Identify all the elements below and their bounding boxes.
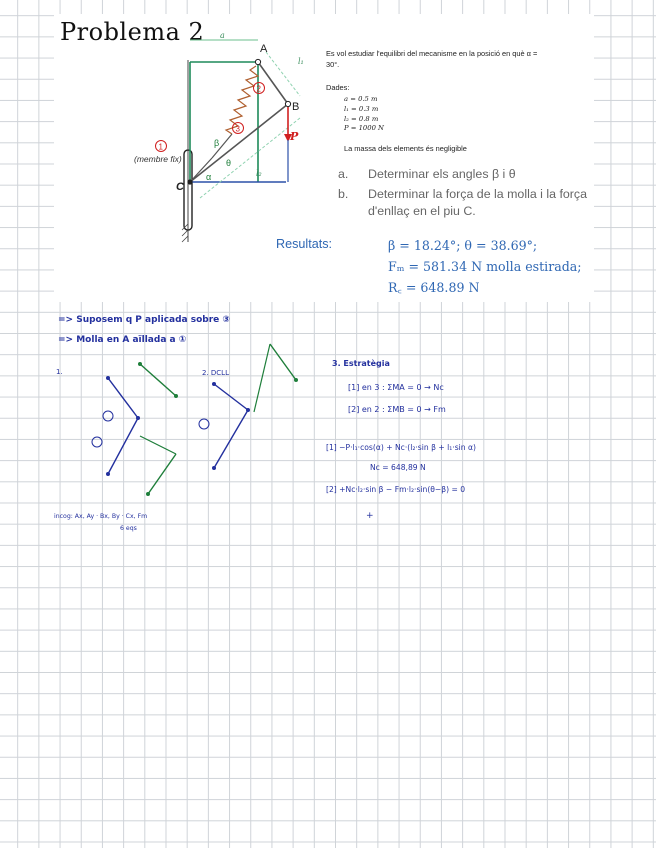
mass-note: La massa dels elements és negligible bbox=[344, 144, 467, 153]
data-heading: Dades: bbox=[326, 83, 350, 92]
dimension-l1 bbox=[266, 52, 300, 96]
data-item: P = 1000 N bbox=[344, 124, 384, 133]
equation-1-result: Nc = 648,89 N bbox=[370, 463, 426, 472]
problem-title: Problema 2 bbox=[60, 18, 205, 46]
mechanism-diagram bbox=[134, 31, 304, 242]
label-P: P bbox=[290, 130, 299, 143]
circled-1-text: 1 bbox=[158, 142, 163, 152]
label-l2: l₂ bbox=[256, 169, 262, 178]
handwritten-notes bbox=[54, 315, 476, 532]
result-line: R꜀ = 648.89 N bbox=[388, 280, 480, 295]
label-B: B bbox=[292, 101, 300, 113]
strategy-step-1: [1] en 3 : ΣMA = 0 → Nc bbox=[348, 383, 444, 392]
problem-intro: Es vol estudiar l'equilibri del mecanisme en la posició en què α = 30°. bbox=[326, 49, 538, 69]
equation-1: [1] −P·l₁·cos(α) + Nc·(l₂·sin β + l₁·sin α) bbox=[326, 443, 476, 452]
equation-count: 6 eqs bbox=[120, 525, 137, 532]
sketch2-circled-3 bbox=[199, 419, 209, 429]
bullet-mark: + bbox=[366, 511, 374, 521]
pin-C bbox=[187, 179, 192, 184]
label-beta: β bbox=[214, 138, 220, 148]
fixed-member-label: (membre fix) bbox=[134, 154, 182, 164]
data-item: l₁ = 0.3 m bbox=[344, 104, 379, 113]
label-theta: θ bbox=[226, 158, 232, 168]
question-marker: b. bbox=[338, 187, 349, 201]
circled-3-text: 3 bbox=[235, 124, 240, 134]
label-l1: l₁ bbox=[298, 57, 304, 66]
label-a: a bbox=[220, 31, 225, 40]
section-1-marker: 1. bbox=[56, 368, 63, 376]
section-2-marker: 2. DCLL bbox=[202, 369, 229, 377]
results-label: Resultats: bbox=[276, 237, 332, 251]
pin-B bbox=[285, 101, 290, 106]
result-line: Fₘ = 581.34 N molla estirada; bbox=[388, 259, 582, 274]
fbd-sketch-1 bbox=[92, 362, 178, 496]
circled-2-text: 2 bbox=[256, 84, 261, 94]
note-line-1: => Suposem q P aplicada sobre ③ bbox=[58, 315, 231, 325]
label-alpha: α bbox=[206, 172, 212, 182]
unknowns-list: incog: Ax, Ay · Bx, By · Cx, Fm bbox=[54, 513, 148, 520]
pin-A bbox=[255, 59, 260, 64]
result-line: β = 18.24°; θ = 38.69°; bbox=[388, 238, 538, 253]
strategy-step-2: [2] en 2 : ΣMB = 0 → Fm bbox=[348, 405, 446, 414]
data-item: l₂ = 0.8 m bbox=[344, 114, 379, 123]
equation-2: [2] +Nc·l₂·sin β − Fm·l₂·sin(θ−β) = 0 bbox=[326, 485, 466, 494]
link-AB bbox=[258, 62, 288, 104]
label-A: A bbox=[260, 43, 268, 55]
data-item: a = 0.5 m bbox=[344, 95, 378, 103]
sketch1-circled-3 bbox=[92, 437, 102, 447]
strategy-title: 3. Estratègia bbox=[332, 359, 390, 368]
sketch1-circled-4 bbox=[103, 411, 113, 421]
dimension-l2 bbox=[200, 118, 300, 198]
note-line-2: => Molla en A aïllada a ① bbox=[58, 335, 187, 345]
fbd-sketch-2 bbox=[199, 344, 298, 470]
question-text: Determinar la força de la molla i la força d'enllaç en el piu C. bbox=[368, 187, 587, 218]
question-marker: a. bbox=[338, 167, 349, 181]
link-CB bbox=[190, 104, 288, 182]
label-C: C bbox=[176, 181, 184, 193]
question-text: Determinar els angles β i θ bbox=[368, 167, 516, 181]
